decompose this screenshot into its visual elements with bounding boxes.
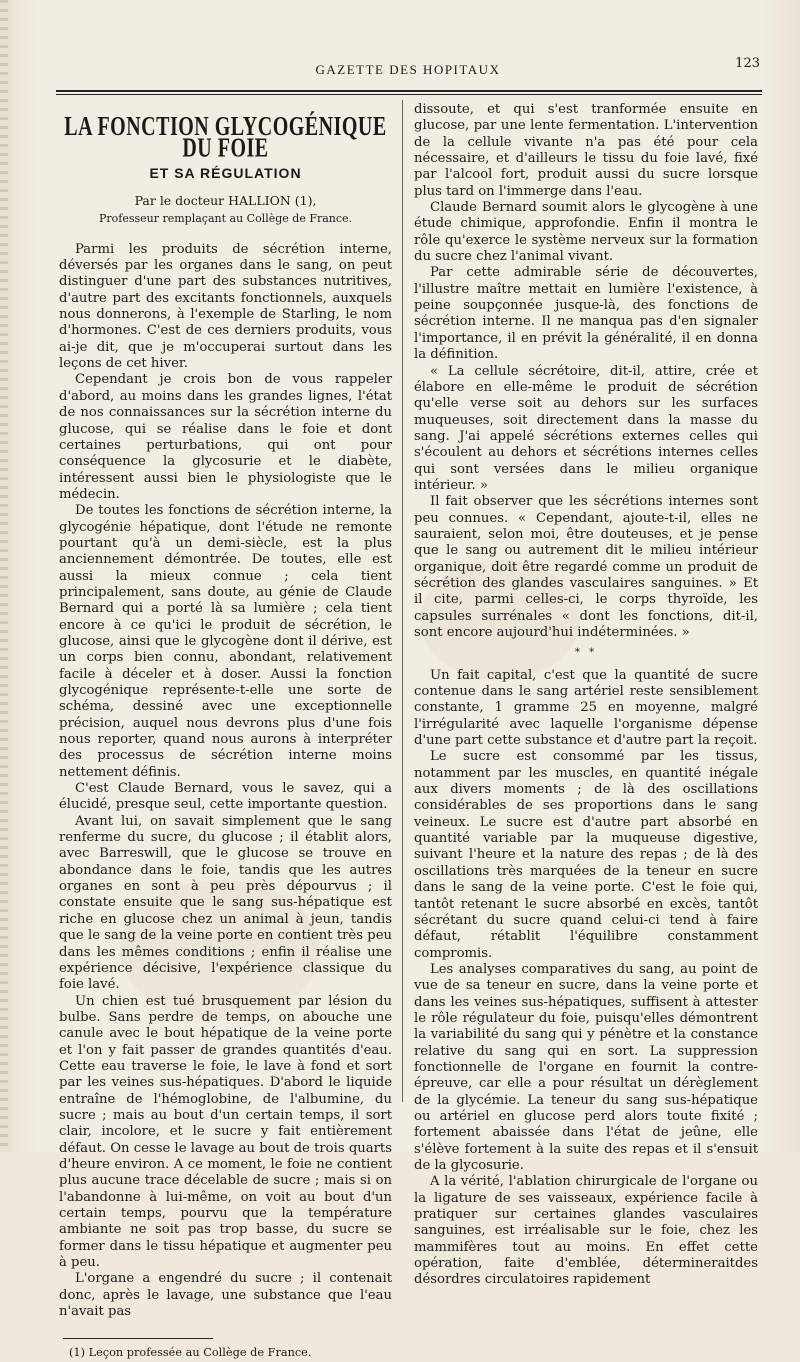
page-number: 123 [735,56,760,71]
paragraph: C'est Claude Bernard, vous le savez, qui a élucidé, presque seul, cette importante question. [59,781,392,813]
paragraph: Il fait observer que les sécrétions internes sont peu connues. « Cependant, ajoute-t-il, elles ne sauraient, selon moi, être douteuses, et je pense que le sang ou autrement dit le milieu intérieur organique, doit être regardé comme un produit de sécrétion des glandes vasculaires sanguines. » Et il cite, parmi celles-ci, le corps thyroïde, les capsules surrénales « dont les fonctions, dit-il, sont encore aujourd'hui indéterminées. » [414,494,758,640]
article-title: LA FONCTION GLYCOGÉNIQUE DU FOIE [64,111,387,164]
right-column [414,102,758,1289]
paragraph: Les analyses comparatives du sang, au point de vue de sa teneur en sucre, dans la veine porte et dans les veines sus-hépatiques, suffisent à attester le rôle régulateur du foie, puisqu'elles démontrent la variabilité du sang qui y pénètre et la constance relative du sang qui en sort. La suppression fonctionnelle de l'organe en fournit la contre-épreuve, car elle a pour résultat un dérèglement de la glycémie. La teneur du sang sus-hépatique ou artériel en glucose perd alors toute fixité ; fortement abaissée dans l'état de jeûne, elle s'élève fortement à la suite des repas et il s'ensuit de la glycosurie. [414,961,758,1173]
header-rule-thin [56,94,762,95]
paragraph: A la vérité, l'ablation chirurgicale de l'organe ou la ligature de ses vaisseaux, expérience facile à pratiquer sur certaines glandes vasculaires sanguines, est irréalisable sur le foie, chez les mammifères tout au moins. En effet cette opération, faite d'emblée, détermineraitdes désordres circulatoires rapidement [414,1174,758,1288]
column-divider [402,100,403,1102]
paragraph: Un chien est tué brusquement par lésion du bulbe. Sans perdre de temps, on abouche une canule avec le bout hépatique de la veine porte et l'on y fait passer de grandes quantités d'eau. Cette eau traverse le foie, le lave à fond et sort par les veines sus-hépatiques. D'abord le liquide entraîne de l'hémoglobine, de l'albumine, du sucre ; mais au bout d'un certain temps, il sort clair, incolore, et le sucre y fait entièrement défaut. On cesse le lavage au bout de trois quarts d'heure environ. A ce moment, le foie ne contient plus aucune trace décelable de sucre ; mais si on l'abandonne à lui-même, on voit au bout d'un certain temps, pourvu que la température ambiante ne soit pas trop basse, du sucre se former dans le tissu hépatique et augmenter peu à peu. [59,993,392,1271]
journal-title: GAZETTE DES HOPITAUX [315,62,501,77]
paragraph: Claude Bernard soumit alors le glycogène à une étude chimique, approfondie. Enfin il montra le rôle qu'exerce le système nerveux sur la formation du sucre chez l'animal vivant. [414,200,758,265]
section-break: * * [574,647,598,659]
article-subtitle: ET SA RÉGULATION [149,164,302,181]
paragraph: Cependant je crois bon de vous rappeler d'abord, au moins dans les grandes lignes, l'état de nos connaissances sur la sécrétion interne du glucose, qui se réalise dans le foie et dont certaines perturbations, qui ont pour conséquence la glycosurie et le diabète, intéressent aussi bien le physiologiste que le médecin. [59,372,392,502]
paragraph: De toutes les fonctions de sécrétion interne, la glycogénie hépatique, dont l'étude ne remonte pourtant qu'à un demi-siècle, est la plus anciennement démontrée. De toutes, elle est aussi la mieux connue ; cela tient principalement, sans doute, au génie de Claude Bernard qui a porté là sa lumière ; cela tient encore à ce qu'ici le produit de sécrétion, le glucose, ainsi que le glycogène dont il dérive, est un corps bien connu, abondant, relativement facile à déceler et à doser. Aussi la fonction glycogénique représente-t-elle une sorte de schéma, dessiné avec une exceptionnelle précision, auquel nous devrons plus d'une fois nous reporter, quand nous aurons à interpréter des processus de sécrétion interne moins nettement définis. [59,503,392,780]
paragraph: L'organe a engendré du sucre ; il contenait donc, après le lavage, une substance que l'eau n'avait pas [59,1271,392,1320]
paragraph: « La cellule sécrétoire, dit-il, attire, crée et élabore en elle-même le produit de sécrétion qu'elle verse soit au dehors sur les surfaces muqueuses, soit directement dans la masse du sang. J'ai appelé sécrétions externes celles qui s'écoulent au dehors et sécrétions internes celles qui sont versées dans le milieu organique intérieur. » [414,363,758,493]
author-affiliation: Professeur remplaçant au Collège de France. [98,212,353,226]
article-byline: Par le docteur HALLION (1), [134,193,317,209]
footnote: (1) Leçon professée au Collège de France. [69,1346,312,1360]
paragraph: Le sucre est consommé par les tissus, notamment par les muscles, en quantité inégale aux divers moments ; de là des oscillations considérables de ses proportions dans le sang veineux. Le sucre est d'autre part absorbé en quantité variable par la muqueuse digestive, suivant l'heure et la nature des repas ; de là des oscillations très marquées de la teneur en sucre dans le sang de la veine porte. C'est le foie qui, tantôt retenant le sucre absorbé en excès, tantôt sécrétant du sucre quand celui-ci tend à faire défaut, rétablit l'équilibre constamment compromis. [414,749,758,961]
page-header [56,56,760,82]
paragraph: Avant lui, on savait simplement que le sang renferme du sucre, du glucose ; il établit alors, avec Barreswill, que le glucose se trouve en abondance dans le foie, tandis que les autres organes en sont à peu près dépourvus ; il constate ensuite que le sang sus-hépatique est riche en glucose chez un animal à jeun, tandis que le sang de la veine porte en contient très peu dans les mêmes conditions ; enfin il réalise une expérience décisive, l'expérience classique du foie lavé. [59,813,392,993]
header-rule [56,90,762,92]
binding-edge [0,0,8,1152]
paragraph: dissoute, et qui s'est tranformée ensuite en glucose, par une lente fermentation. L'intervention de la cellule vivante n'a pas été pour cela nécessaire, et d'ailleurs le tissu du foie lavé, fixé par l'alcool fort, produit aussi du sucre lorsque plus tard on l'immerge dans l'eau. [414,102,758,199]
paragraph: Par cette admirable série de découvertes, l'illustre maître mettait en lumière l'existence, à peine soupçonnée jusque-là, des fonctions de sécrétion interne. Il ne manqua pas d'en signaler l'importance, il en prévit la généralité, il en donna la définition. [414,265,758,363]
paragraph: Parmi les produits de sécrétion interne, déversés par les organes dans le sang, on peut distinguer d'une part des substances nutritives, d'autre part des excitants fonctionnels, auxquels nous donnerons, à l'exemple de Starling, le nom d'hormones. C'est de ces derniers produits, vous ai-je dit, que je m'occuperai surtout dans les leçons de cet hiver. [59,241,392,372]
paragraph: Un fait capital, c'est que la quantité de sucre contenue dans le sang artériel reste sensiblement constante, 1 gramme 25 en moyenne, malgré l'irrégularité avec laquelle l'organisme dépense d'une part cette substance et d'autre part la reçoit. [414,667,758,749]
left-column [59,108,392,1362]
footnote-rule [63,1338,213,1339]
